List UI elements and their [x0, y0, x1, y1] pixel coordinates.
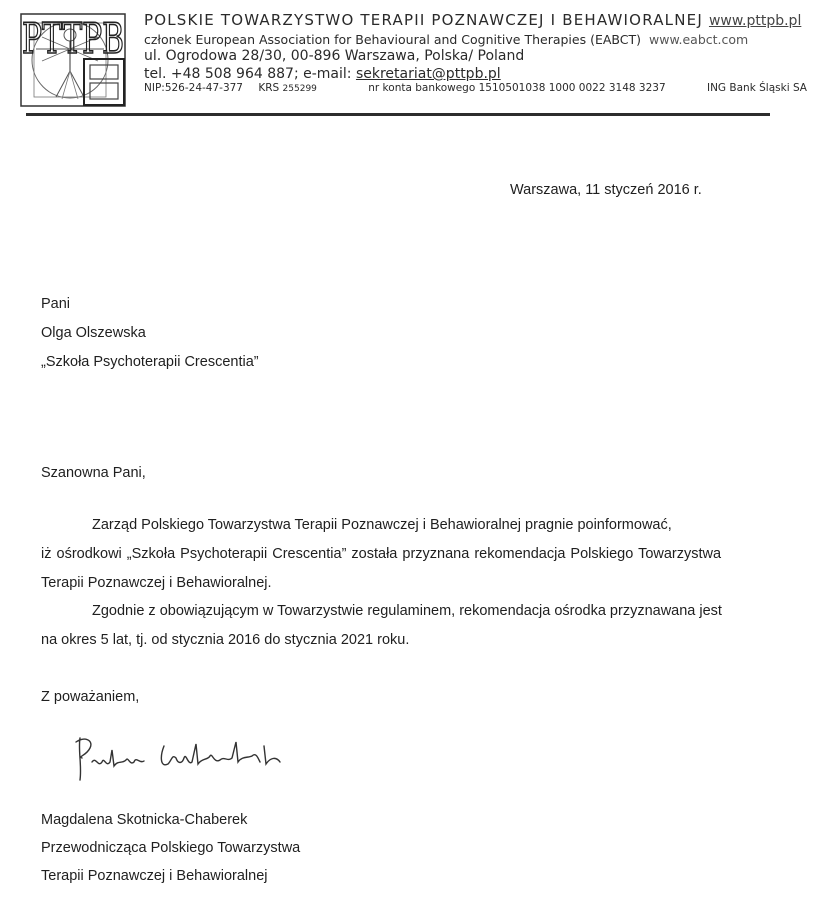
- handwritten-signature: [68, 728, 293, 788]
- body-line: Zgodnie z obowiązującym w Towarzystwie regulaminem, rekomendacja ośrodka przyznawana jest: [92, 603, 722, 619]
- krs-label: KRS: [258, 82, 280, 94]
- letterhead-address: ul. Ogrodowa 28/30, 00-896 Warszawa, Polska/ Poland: [144, 48, 525, 64]
- email-link[interactable]: sekretariat@pttpb.pl: [355, 66, 501, 82]
- signer-name: Magdalena Skotnicka-Chaberek: [41, 812, 248, 828]
- nip-number: NIP:526-24-47-377: [144, 82, 243, 94]
- organization-logo: [20, 13, 126, 107]
- recipient-organization: „Szkoła Psychoterapii Crescentia”: [41, 354, 259, 370]
- website-link[interactable]: www.pttpb.pl: [708, 13, 802, 29]
- signer-organization: Terapii Poznawczej i Behawioralnej: [41, 868, 268, 884]
- letterhead-divider: [26, 113, 770, 116]
- eabct-website-link[interactable]: www.eabct.com: [649, 32, 749, 47]
- phone-text: tel. +48 508 964 887; e-mail:: [144, 66, 356, 82]
- salutation: Szanowna Pani,: [41, 465, 146, 481]
- letterhead-registry: [144, 82, 807, 94]
- letterhead-membership: [144, 32, 748, 47]
- recipient-title: Pani: [41, 296, 71, 312]
- krs-number: 255299: [282, 84, 317, 94]
- bank-name: ING Bank Śląski SA: [706, 82, 807, 94]
- membership-text: członek European Association for Behavioural and Cognitive Therapies (EABCT): [144, 32, 641, 47]
- recipient-name: Olga Olszewska: [41, 325, 146, 341]
- body-line: iż ośrodkowi „Szkoła Psychoterapii Crescentia” została przyznana rekomendacja Polskiego Towarzystwa: [41, 546, 722, 562]
- letterhead-org-name: [144, 11, 801, 29]
- bank-account: nr konta bankowego 1510501038 1000 0022 3148 3237: [368, 82, 666, 94]
- closing: Z poważaniem,: [41, 689, 140, 705]
- letterhead-contact: [144, 66, 501, 82]
- body-line: na okres 5 lat, tj. od stycznia 2016 do stycznia 2021 roku.: [41, 632, 410, 648]
- org-name: POLSKIE TOWARZYSTWO TERAPII POZNAWCZEJ I BEHAWIORALNEJ: [144, 11, 703, 29]
- place-date: Warszawa, 11 styczeń 2016 r.: [510, 182, 702, 198]
- body-line: Zarząd Polskiego Towarzystwa Terapii Poznawczej i Behawioralnej pragnie poinformować,: [92, 517, 672, 533]
- logo-letters: PTTPB: [22, 14, 124, 63]
- body-line: Terapii Poznawczej i Behawioralnej.: [41, 575, 272, 591]
- signer-position: Przewodnicząca Polskiego Towarzystwa: [41, 840, 301, 856]
